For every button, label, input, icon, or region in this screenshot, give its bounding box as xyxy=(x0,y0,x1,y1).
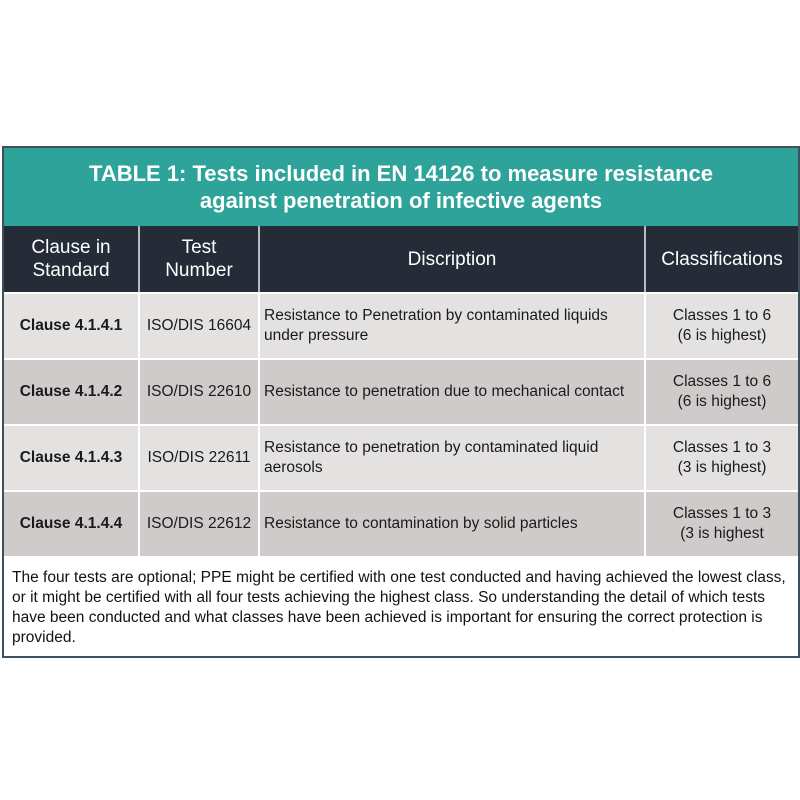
table-row xyxy=(4,358,798,424)
classification-range: Classes 1 to 6 xyxy=(672,307,772,324)
description-cell: Resistance to penetration by contaminated liquid aerosols xyxy=(260,426,646,490)
classification-note: (3 is highest xyxy=(680,525,764,542)
test-number-cell: ISO/DIS 22611 xyxy=(140,426,260,490)
table-title-line-2: against penetration of infective agents xyxy=(199,188,603,213)
classification-range: Classes 1 to 3 xyxy=(672,505,772,522)
clause-cell: Clause 4.1.4.2 xyxy=(4,360,140,424)
clause-cell: Clause 4.1.4.4 xyxy=(4,492,140,556)
test-number-cell: ISO/DIS 16604 xyxy=(140,294,260,358)
header-clause-line-1: Clause in xyxy=(31,237,111,258)
test-number-cell: ISO/DIS 22612 xyxy=(140,492,260,556)
header-clause-line-2: Standard xyxy=(32,260,110,281)
header-classifications xyxy=(646,226,798,292)
header-clause xyxy=(4,226,140,292)
header-description-label: Discription xyxy=(407,248,497,270)
table-row xyxy=(4,292,798,358)
header-test-line-1: Test xyxy=(181,237,217,258)
classification-note: (3 is highest) xyxy=(677,459,767,476)
description-cell: Resistance to contamination by solid particles xyxy=(260,492,646,556)
table-row xyxy=(4,490,798,556)
header-test-line-2: Number xyxy=(165,260,233,281)
table-frame xyxy=(2,146,800,658)
classification-cell xyxy=(646,360,798,424)
classification-note: (6 is highest) xyxy=(677,327,767,344)
header-classifications-label: Classifications xyxy=(661,248,783,270)
classification-note: (6 is highest) xyxy=(677,393,767,410)
table-title-line-1: TABLE 1: Tests included in EN 14126 to measure resistance xyxy=(89,161,713,186)
table-footnote: The four tests are optional; PPE might be certified with one test conducted and having achieved the lowest class, or it might be certified with all four tests achieving the highest class. So understanding the detail of which tests have been conducted and what classes have been achieved is important for ensuring the correct protection is provided. xyxy=(4,556,798,656)
description-cell: Resistance to Penetration by contaminated liquids under pressure xyxy=(260,294,646,358)
clause-cell: Clause 4.1.4.1 xyxy=(4,294,140,358)
test-number-cell: ISO/DIS 22610 xyxy=(140,360,260,424)
table-title xyxy=(4,148,798,226)
classification-range: Classes 1 to 3 xyxy=(672,439,772,456)
clause-cell: Clause 4.1.4.3 xyxy=(4,426,140,490)
table-header-row xyxy=(4,226,798,292)
description-cell: Resistance to penetration due to mechanical contact xyxy=(260,360,646,424)
classification-cell xyxy=(646,426,798,490)
classification-cell xyxy=(646,492,798,556)
header-test-number xyxy=(140,226,260,292)
table-row xyxy=(4,424,798,490)
classification-range: Classes 1 to 6 xyxy=(672,373,772,390)
classification-cell xyxy=(646,294,798,358)
header-description xyxy=(260,226,646,292)
